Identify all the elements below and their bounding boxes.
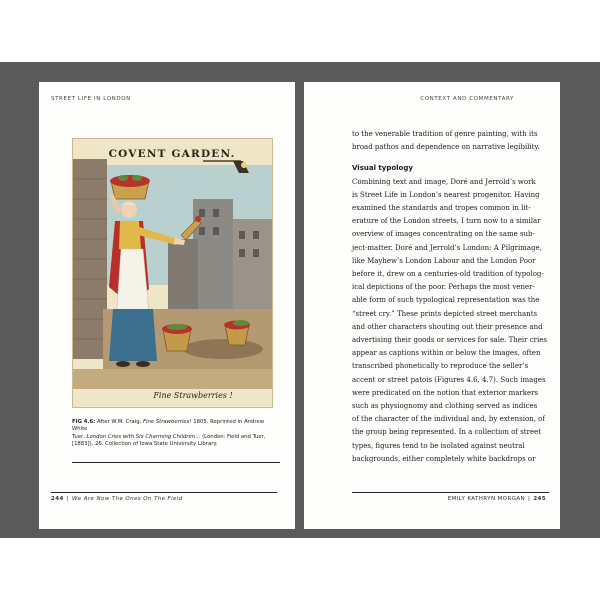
body-line: before it, drew on a centuries-old tradition of typolog- (352, 270, 544, 279)
body-line: backgrounds, either completely white backdrops or (352, 454, 536, 463)
body-line: is Street Life in London’s nearest progenitor. Having (352, 190, 540, 199)
right-folio-author: EMILY KATHRYN MORGAN (447, 496, 526, 502)
body-line: advertising their goods or services for sale. Their cries (352, 336, 547, 345)
body-line: appear as captions within or below the images, often (352, 349, 541, 358)
left-footer-rule (51, 492, 277, 493)
gutter (295, 82, 304, 529)
covent-garden-illustration (72, 138, 273, 408)
body-line: such as physiognomy and clothing served as indices (352, 402, 538, 411)
left-folio-title: We Are Now The Ones On The Field (71, 496, 183, 502)
body-line: broad pathos and dependence on narrative legibility. (352, 143, 540, 152)
body-line: were predicated on the notion that exterior markers (352, 388, 539, 397)
right-page-number: 245 (533, 496, 546, 502)
right-page (304, 82, 560, 529)
body-line: the group being represented. In a collection of street (352, 428, 542, 437)
body-line: able form of such typological representation was the (352, 296, 540, 305)
body-line: types, figures tend to be isolated against neutral (352, 441, 525, 450)
left-folio: 244 | We Are Now The Ones On The Field (51, 496, 183, 502)
figure-label: FIG 4.6: (72, 419, 96, 425)
illustration-label: Fine Strawberries ! (153, 391, 233, 400)
body-line: accent or street patois (Figures 4.6, 4.7). Such images (352, 375, 546, 384)
strawberry-seller-print (73, 139, 272, 407)
body-line: “street cry.” These prints depicted street merchants (352, 309, 538, 318)
body-line: like Mayhew’s London Labour and the London Poor (352, 256, 536, 265)
left-page (39, 82, 295, 529)
body-line: ical depictions of the poor. Perhaps the most vener- (352, 283, 535, 292)
body-line: overview of images concentrating on the same sub- (352, 230, 535, 239)
body-text (352, 128, 549, 466)
body-line: erature of the London streets, I turn now to a similar (352, 217, 541, 226)
body-line: ject-matter. Doré and Jerrold’s London: A Pilgrimage, (352, 243, 542, 252)
figure-caption: FIG 4.6: After W.M. Craig, Fine Strawberries! 1805. Reprinted in Andrew White Tuer, London Cries with Six Charming Children… (London: Field and Tuer, [1883]), 26. Collection of Iowa State University Library. (72, 419, 266, 448)
right-folio: EMILY KATHRYN MORGAN | 245 (447, 496, 546, 502)
body-line: and other characters shouting out their presence and (352, 322, 543, 331)
left-running-head: STREET LIFE IN LONDON (51, 96, 131, 102)
body-line: to the venerable tradition of genre painting, with its (352, 130, 538, 138)
section-subheading: Visual typology (352, 164, 413, 173)
caption-rule (72, 462, 280, 463)
body-line: transcribed phonetically to reproduce the seller’s (352, 362, 529, 371)
illustration-banner: COVENT GARDEN. (108, 148, 236, 160)
body-line: of the character of the individual and, by extension, of (352, 415, 545, 424)
body-line: Combining text and image, Doré and Jerrold’s work (352, 177, 536, 186)
right-footer-rule (352, 492, 549, 493)
body-line: examined the standards and tropes common in lit- (352, 204, 531, 213)
right-running-head: CONTEXT AND COMMENTARY (420, 96, 514, 102)
left-page-number: 244 (51, 496, 64, 502)
